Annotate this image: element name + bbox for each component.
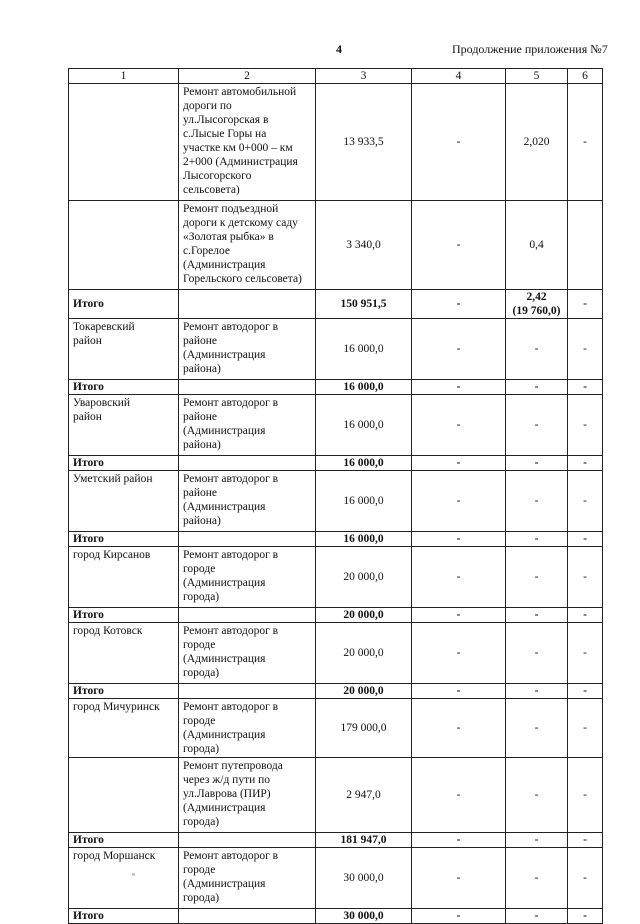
cell-c4	[412, 84, 506, 201]
cell-text: -	[583, 910, 587, 922]
cell-text: -	[456, 834, 461, 846]
cell-text: 13 933,5	[343, 136, 384, 148]
cell-text: -	[534, 834, 539, 846]
table-row	[69, 201, 603, 290]
table-row	[69, 547, 603, 608]
cell-c4	[412, 684, 506, 699]
cell-text: 30 000,0	[343, 872, 384, 884]
cell-text: -	[583, 298, 587, 310]
cell-text: -	[534, 609, 539, 621]
total-row	[69, 684, 603, 699]
cell-c1	[69, 456, 179, 471]
cell-c4	[412, 623, 506, 684]
cell-text: 2,42 (19 760,0)	[512, 291, 561, 317]
cell-c6	[568, 547, 603, 608]
cell-text: -	[456, 239, 461, 251]
cell-text: -	[534, 495, 539, 507]
cell-c3	[316, 608, 412, 623]
table-body	[69, 69, 603, 924]
cell-c2	[179, 201, 316, 290]
cell-text: Ремонт автодорог в районе (Администрация района)	[183, 397, 279, 451]
cell-c3	[316, 699, 412, 758]
cell-c1	[69, 684, 179, 699]
cell-text: -	[456, 872, 461, 884]
cell-text: 0,4	[529, 239, 544, 251]
cell-text: -	[534, 419, 539, 431]
scan-speck	[132, 873, 135, 876]
cell-c1	[69, 547, 179, 608]
cell-text: -	[456, 343, 461, 355]
cell-text: -	[583, 457, 587, 469]
cell-text: -	[456, 571, 461, 583]
cell-c4	[412, 471, 506, 532]
cell-text: 20 000,0	[343, 647, 384, 659]
cell-text: город Кирсанов	[73, 549, 151, 561]
cell-c5	[506, 395, 568, 456]
cell-text: 3 340,0	[346, 239, 381, 251]
cell-text: Итого	[73, 685, 104, 697]
cell-text: Ремонт автодорог в городе (Администрация города)	[183, 850, 279, 904]
cell-c3	[316, 84, 412, 201]
cell-text: -	[583, 495, 587, 507]
cell-c6	[568, 319, 603, 380]
column-number: 5	[506, 69, 568, 84]
cell-c6	[568, 395, 603, 456]
cell-text: Итого	[73, 298, 104, 310]
cell-c3	[316, 758, 412, 833]
cell-text: Итого	[73, 533, 104, 545]
cell-c4	[412, 319, 506, 380]
cell-text: город Мичуринск	[73, 701, 160, 713]
cell-text: город Моршанск	[73, 850, 156, 862]
cell-c4	[412, 547, 506, 608]
cell-text: 20 000,0	[343, 609, 384, 621]
cell-c6	[568, 758, 603, 833]
cell-text: 179 000,0	[340, 722, 387, 734]
cell-text: -	[534, 910, 539, 922]
cell-c1	[69, 909, 179, 924]
cell-text: -	[583, 789, 587, 801]
cell-text: 16 000,0	[343, 457, 384, 469]
cell-text: -	[534, 647, 539, 659]
cell-text: -	[456, 457, 461, 469]
cell-c4	[412, 532, 506, 547]
cell-c6	[568, 201, 603, 290]
cell-c1	[69, 380, 179, 395]
cell-text: -	[583, 419, 587, 431]
cell-c6	[568, 608, 603, 623]
page-number: 4	[336, 42, 342, 56]
cell-text: Итого	[73, 457, 104, 469]
cell-text: -	[456, 789, 461, 801]
total-row	[69, 290, 603, 319]
cell-c2	[179, 623, 316, 684]
cell-text: -	[583, 343, 587, 355]
cell-text: 16 000,0	[343, 343, 384, 355]
funding-table	[68, 68, 603, 924]
cell-c1	[69, 201, 179, 290]
cell-c4	[412, 833, 506, 848]
cell-text: -	[534, 872, 539, 884]
cell-c4	[412, 699, 506, 758]
cell-c5	[506, 290, 568, 319]
cell-text: -	[456, 381, 461, 393]
cell-c2	[179, 84, 316, 201]
cell-c3	[316, 833, 412, 848]
cell-text: -	[583, 381, 587, 393]
cell-c6	[568, 456, 603, 471]
cell-c4	[412, 290, 506, 319]
cell-c5	[506, 758, 568, 833]
table-row	[69, 319, 603, 380]
cell-text: 181 947,0	[340, 834, 387, 846]
cell-text: Уметский район	[73, 473, 153, 485]
cell-text: -	[534, 571, 539, 583]
cell-c3	[316, 319, 412, 380]
cell-text: Итого	[73, 910, 104, 922]
cell-text: -	[583, 685, 587, 697]
cell-text: 20 000,0	[343, 685, 384, 697]
cell-c5	[506, 848, 568, 909]
cell-text: Ремонт автомобильной дороги по ул.Лысогорская в с.Лысые Горы на участке км 0+000 – км 2+000 (Администрация Лысогорского сельсовета)	[183, 86, 298, 196]
cell-text: Итого	[73, 834, 104, 846]
cell-c6	[568, 848, 603, 909]
cell-c1	[69, 699, 179, 758]
cell-c4	[412, 909, 506, 924]
cell-c2	[179, 758, 316, 833]
cell-text: -	[583, 571, 587, 583]
cell-text: -	[456, 419, 461, 431]
cell-c6	[568, 699, 603, 758]
cell-c4	[412, 201, 506, 290]
cell-c4	[412, 848, 506, 909]
cell-c2	[179, 608, 316, 623]
cell-text: 16 000,0	[343, 495, 384, 507]
cell-c3	[316, 395, 412, 456]
cell-c3	[316, 456, 412, 471]
cell-c6	[568, 532, 603, 547]
table-row	[69, 758, 603, 833]
cell-text: Ремонт автодорог в городе (Администрация города)	[183, 549, 279, 603]
cell-text: 30 000,0	[343, 910, 384, 922]
cell-c1	[69, 758, 179, 833]
cell-c1	[69, 608, 179, 623]
cell-c4	[412, 456, 506, 471]
cell-c3	[316, 380, 412, 395]
cell-text: -	[583, 609, 587, 621]
cell-text: Ремонт путепровода через ж/д пути по ул.Лаврова (ПИР) (Администрация города)	[183, 760, 283, 828]
cell-c2	[179, 699, 316, 758]
cell-text: -	[534, 343, 539, 355]
cell-text: Итого	[73, 609, 104, 621]
cell-text: 2 947,0	[346, 789, 381, 801]
cell-c2	[179, 380, 316, 395]
total-row	[69, 380, 603, 395]
cell-c3	[316, 471, 412, 532]
cell-text: -	[583, 834, 587, 846]
cell-c1	[69, 471, 179, 532]
cell-c5	[506, 623, 568, 684]
column-numbers-row	[69, 69, 603, 84]
cell-c6	[568, 909, 603, 924]
cell-c3	[316, 848, 412, 909]
cell-c2	[179, 532, 316, 547]
cell-c6	[568, 623, 603, 684]
cell-c1	[69, 833, 179, 848]
cell-c6	[568, 833, 603, 848]
cell-c5	[506, 608, 568, 623]
cell-text: -	[456, 495, 461, 507]
cell-text: 20 000,0	[343, 571, 384, 583]
cell-c3	[316, 623, 412, 684]
cell-text: -	[456, 298, 461, 310]
cell-text: -	[534, 457, 539, 469]
cell-text: -	[534, 685, 539, 697]
table-row	[69, 848, 603, 909]
cell-c3	[316, 290, 412, 319]
cell-text: -	[456, 722, 461, 734]
column-number: 6	[568, 69, 603, 84]
cell-c5	[506, 699, 568, 758]
cell-text: -	[534, 381, 539, 393]
cell-c2	[179, 909, 316, 924]
cell-c2	[179, 684, 316, 699]
cell-text: Уваровский район	[73, 397, 131, 423]
cell-text: -	[456, 910, 461, 922]
cell-c4	[412, 608, 506, 623]
total-row	[69, 608, 603, 623]
cell-c2	[179, 471, 316, 532]
cell-text: Ремонт автодорог в районе (Администрация района)	[183, 473, 279, 527]
table-row	[69, 84, 603, 201]
column-number: 2	[179, 69, 316, 84]
cell-c3	[316, 909, 412, 924]
cell-text: 16 000,0	[343, 533, 384, 545]
cell-text: -	[583, 872, 587, 884]
cell-text: -	[534, 533, 539, 545]
cell-text: Токаревский район	[73, 321, 135, 347]
column-number: 3	[316, 69, 412, 84]
total-row	[69, 833, 603, 848]
cell-c4	[412, 395, 506, 456]
cell-text: Итого	[73, 381, 104, 393]
cell-c5	[506, 833, 568, 848]
cell-c1	[69, 623, 179, 684]
cell-c5	[506, 684, 568, 699]
table-row	[69, 395, 603, 456]
cell-c4	[412, 380, 506, 395]
cell-text: -	[583, 533, 587, 545]
cell-c2	[179, 833, 316, 848]
cell-c2	[179, 456, 316, 471]
cell-c3	[316, 547, 412, 608]
cell-c3	[316, 684, 412, 699]
cell-c1	[69, 532, 179, 547]
cell-c6	[568, 684, 603, 699]
cell-c6	[568, 290, 603, 319]
continuation-label: Продолжение приложения №7	[452, 42, 608, 56]
cell-c2	[179, 848, 316, 909]
cell-text: город Котовск	[73, 625, 143, 637]
cell-text: -	[456, 136, 461, 148]
cell-c6	[568, 471, 603, 532]
cell-text: -	[456, 609, 461, 621]
cell-c3	[316, 532, 412, 547]
cell-c1	[69, 319, 179, 380]
cell-text: -	[456, 685, 461, 697]
cell-text: Ремонт автодорог в районе (Администрация района)	[183, 321, 279, 375]
cell-c5	[506, 201, 568, 290]
cell-c5	[506, 547, 568, 608]
cell-c5	[506, 319, 568, 380]
table-row	[69, 699, 603, 758]
cell-text: -	[583, 722, 587, 734]
cell-text: -	[534, 789, 539, 801]
cell-text: 16 000,0	[343, 381, 384, 393]
cell-c5	[506, 380, 568, 395]
cell-c1	[69, 84, 179, 201]
cell-c2	[179, 395, 316, 456]
cell-c6	[568, 84, 603, 201]
cell-text: Ремонт автодорог в городе (Администрация города)	[183, 625, 279, 679]
table-row	[69, 623, 603, 684]
cell-text: 16 000,0	[343, 419, 384, 431]
cell-c5	[506, 909, 568, 924]
cell-text: -	[534, 722, 539, 734]
cell-c1	[69, 848, 179, 909]
column-number: 1	[69, 69, 179, 84]
cell-text: 2,020	[523, 136, 550, 148]
cell-c6	[568, 380, 603, 395]
table-row	[69, 471, 603, 532]
total-row	[69, 456, 603, 471]
cell-c4	[412, 758, 506, 833]
column-number: 4	[412, 69, 506, 84]
cell-text: -	[583, 647, 587, 659]
total-row	[69, 532, 603, 547]
cell-c2	[179, 319, 316, 380]
cell-c5	[506, 532, 568, 547]
cell-c3	[316, 201, 412, 290]
total-row	[69, 909, 603, 924]
cell-c2	[179, 547, 316, 608]
cell-text: -	[583, 136, 587, 148]
cell-c1	[69, 395, 179, 456]
cell-text: Ремонт автодорог в городе (Администрация городa)	[183, 701, 279, 755]
cell-c5	[506, 456, 568, 471]
cell-text: Ремонт подъездной дороги к детскому саду «Золотая рыбка» в с.Горелое (Администрация Горельского сельсовета)	[183, 203, 302, 285]
cell-text: -	[456, 533, 461, 545]
cell-c1	[69, 290, 179, 319]
cell-c5	[506, 84, 568, 201]
cell-c5	[506, 471, 568, 532]
cell-text: -	[456, 647, 461, 659]
cell-text: 150 951,5	[340, 298, 387, 310]
cell-c2	[179, 290, 316, 319]
